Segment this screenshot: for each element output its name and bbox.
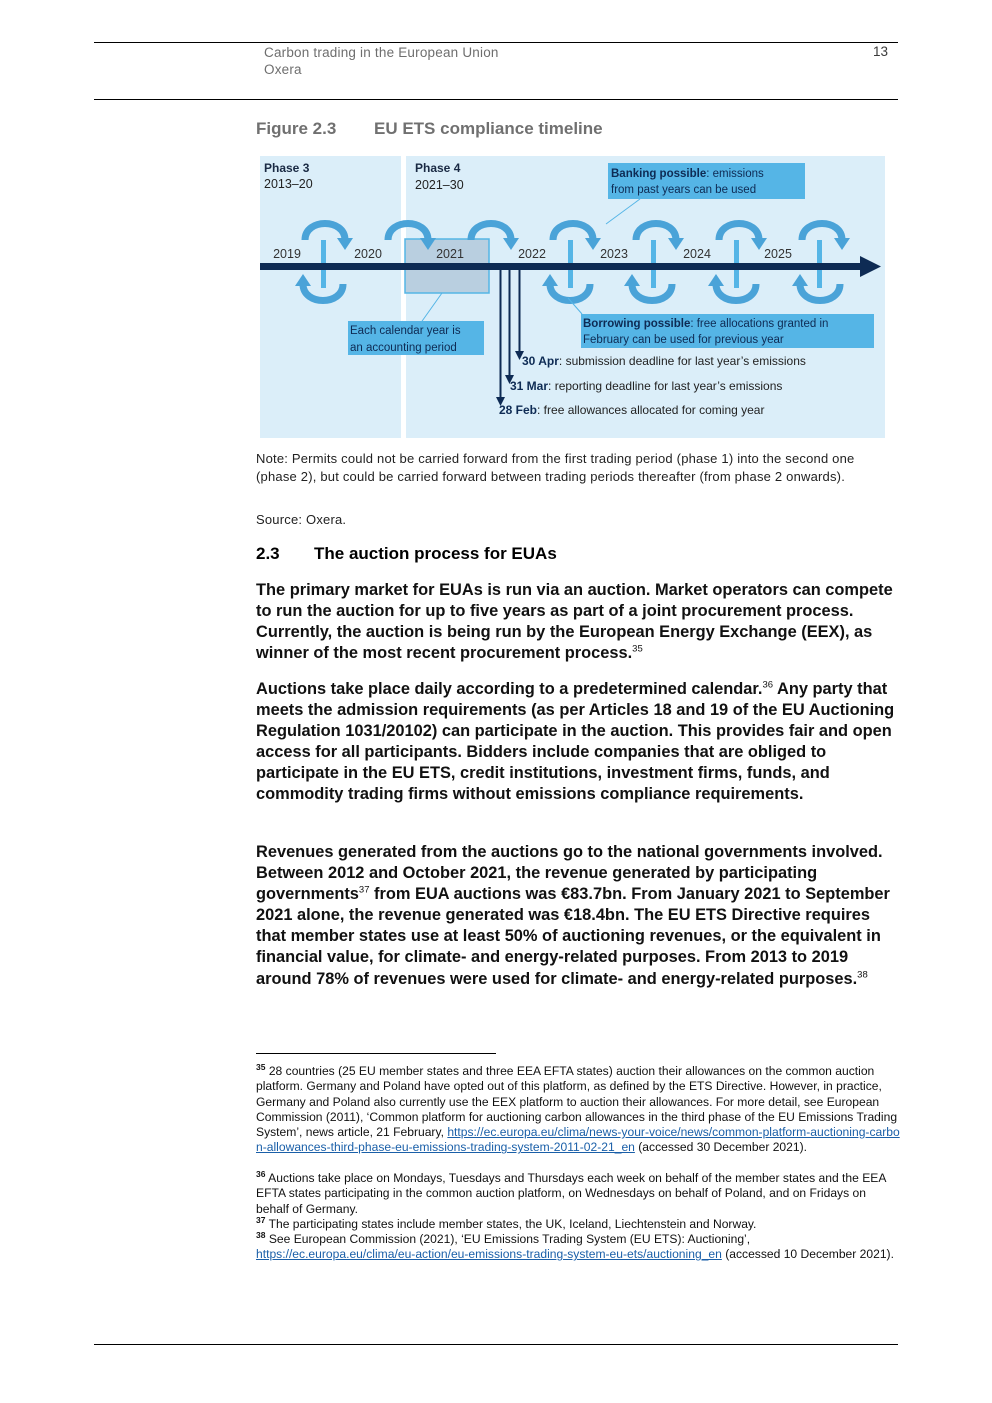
footnote-38-accessed: (accessed 10 December 2021). — [721, 1247, 894, 1262]
paragraph-1 — [256, 580, 901, 664]
borrowing-callout-line1: Borrowing possible: free allocations granted in — [583, 318, 829, 330]
accounting-callout-line1: Each calendar year is — [350, 325, 461, 337]
phase3-label: Phase 3 — [264, 161, 310, 175]
header-bottom-rule — [94, 99, 898, 100]
footnote-35-text: 28 countries (25 EU member states and three EEA EFTA states) auction their allowances on the common auction platform. Germany and Poland have opted out of this platform, as defined by the ETS Directive. However, in practice, Germany and Poland also currently use the EEX platform to auction their allowances. For more detail, see European Commission (2011), ‘Common platform for auctioning carbon allowances in the third phase of the EU Emissions Trading System’, news article, 21 February, — [256, 1064, 898, 1140]
footnote-ref-35[interactable]: 35 — [632, 643, 643, 655]
year-label: 2020 — [354, 247, 382, 261]
header-doc-title: Carbon trading in the European Union — [264, 45, 499, 60]
banking-callout-line2: from past years can be used — [611, 184, 757, 196]
phase4-label: Phase 4 — [415, 161, 461, 175]
banking-callout-line1: Banking possible: emissions — [611, 168, 764, 180]
footnote-36-text: Auctions take place on Mondays, Tuesdays and Thursdays each week on behalf of the member states and the EEA EFTA states participating in the common auction platform, on Wednesdays on behalf of Poland, and on Fridays on behalf of Germany. — [256, 1171, 886, 1216]
year-label: 2025 — [764, 247, 792, 261]
borrowing-callout-line2: February can be used for previous year — [583, 334, 784, 346]
paragraph-3 — [256, 842, 901, 990]
figure-label: Figure 2.3 — [256, 119, 337, 138]
footnote-38 — [256, 1229, 901, 1263]
footnote-separator — [256, 1053, 496, 1054]
year-label: 2019 — [273, 247, 301, 261]
footnote-37-number: 37 — [256, 1214, 266, 1225]
footnote-ref-37[interactable]: 37 — [358, 884, 370, 896]
deadline-31-mar: 31 Mar: reporting deadline for last year’s emissions — [510, 379, 783, 393]
deadline-28-feb: 28 Feb: free allowances allocated for coming year — [499, 403, 765, 417]
footnote-ref-38[interactable]: 38 — [857, 969, 868, 981]
timeline-axis — [260, 263, 864, 270]
section-heading — [256, 544, 557, 564]
phase3-years: 2013–20 — [264, 177, 313, 191]
running-header — [264, 44, 499, 78]
footnote-36 — [256, 1168, 901, 1217]
paragraph-3-text-a: Revenues generated from the auctions go to the national governments involved. Between 2012 and October 2021, the revenue generated by participating governments — [256, 843, 883, 904]
paragraph-2 — [256, 679, 901, 806]
deadline-30-apr: 30 Apr: submission deadline for last year’s emissions — [522, 354, 806, 368]
footnote-38-link[interactable]: https://ec.europa.eu/clima/eu-action/eu-emissions-trading-system-eu-ets/auctioning_en — [256, 1247, 722, 1262]
footnote-38-text: See European Commission (2021), ‘EU Emissions Trading System (EU ETS): Auctioning’, — [265, 1232, 751, 1246]
paragraph-2-text-a: Auctions take place daily according to a predetermined calendar. — [256, 680, 763, 698]
footnote-38-number: 38 — [256, 1229, 266, 1240]
footnote-37-text: The participating states include member states, the UK, Iceland, Liechtenstein and Norway. — [265, 1217, 757, 1231]
page-number: 13 — [872, 44, 888, 59]
phase-divider — [401, 156, 406, 438]
compliance-timeline-diagram — [260, 156, 885, 438]
figure-note: Note: Permits could not be carried forward from the first trading period (phase 1) into the second one (phase 2), but could be carried forward between trading periods thereafter (from phase 2 onwards). — [256, 451, 855, 484]
footnote-35-link[interactable]: https://ec.europa.eu/clima/news-your-voice/news/common-platform-auctioning-carbon-allowances-third-phase-eu-emissions-trading-system-2011-02-21_en — [256, 1125, 900, 1155]
header-top-rule — [94, 42, 898, 43]
phase4-years: 2021–30 — [415, 178, 464, 192]
footer-rule — [94, 1344, 898, 1345]
footnote-35-number: 35 — [256, 1061, 266, 1072]
year-label: 2021 — [436, 247, 464, 261]
year-label: 2023 — [600, 247, 628, 261]
figure-source: Source: Oxera. — [256, 512, 347, 527]
footnote-35 — [256, 1061, 901, 1156]
paragraph-1-text: The primary market for EUAs is run via an auction. Market operators can compete to run the auction for up to five years as part of a joint procurement process. Currently, the auction is being run by the European Energy Exchange (EEX), as winner of the most recent procurement process. — [256, 581, 893, 663]
header-org: Oxera — [264, 62, 302, 77]
figure-title — [256, 119, 603, 139]
paragraph-3-text-b: from EUA auctions was €83.7bn. From January 2021 to September 2021 alone, the revenue generated was €18.4bn. The EU ETS Directive requires that member states use at least 50% of auctioning revenues, or the equivalent in financial value, for climate- and energy-related purposes. From 2013 to 2019 around 78% of revenues were used for climate- and energy-related purposes. — [256, 885, 890, 988]
footnote-ref-36[interactable]: 36 — [762, 679, 774, 691]
year-label: 2022 — [518, 247, 546, 261]
footnote-37 — [256, 1214, 901, 1232]
paragraph-2-text-b: Any party that meets the admission requirements (as per Articles 18 and 19 of the EU Auctioning Regulation 1031/20102) can participate in the auction. This provides fair and open access for all participants. Bidders include companies that are obliged to participate in the EU ETS, credit institutions, investment firms, funds, and commodity trading firms without emissions compliance requirements. — [256, 680, 895, 804]
section-title: The auction process for EUAs — [314, 544, 557, 563]
year-label: 2024 — [683, 247, 711, 261]
footnote-35-accessed: (accessed 30 December 2021). — [634, 1140, 807, 1155]
section-number: 2.3 — [256, 544, 280, 563]
footnote-36-number: 36 — [256, 1168, 266, 1179]
accounting-callout-line2: an accounting period — [350, 342, 457, 354]
figure-caption: EU ETS compliance timeline — [374, 119, 603, 138]
